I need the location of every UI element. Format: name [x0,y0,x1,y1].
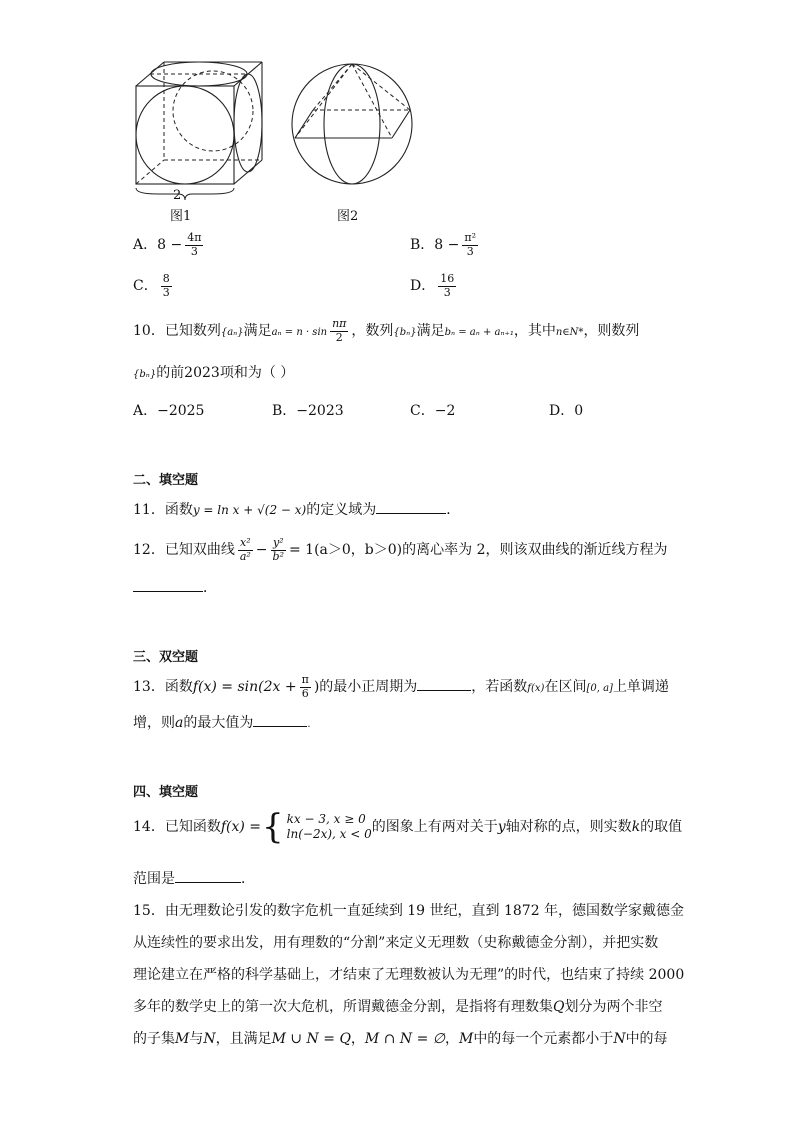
front-circle [136,86,234,184]
q14-line1: 14．已知函数f(x) ={ kx − 3, x ≥ 0 ln(−2x), x < 0 的图象上有两对关于y轴对称的点，则实数k的取值 [133,807,683,847]
q11: 11．函数y = ln x + √(2 − x)的定义域为 ． [133,502,461,518]
q12-line1: 12．已知双曲线 $\frac{\text{x²}}{\text{a²}}$ − $\frac{\text{y²}}{\text{b²}}$ = 1(a＞0，b＞0)的离心率为 2，则该双曲线的渐近线方程为 [133,536,668,563]
q10-option-d[interactable]: D．0 [549,403,584,419]
section-3-title: 三、双空题 [133,650,199,665]
q15-line2: 从连续性的要求出发，用有理数的“分割”来定义无理数（史称戴德金分割），并把实数 [133,935,659,951]
q15-line5: 的子集M与N，且满足M ∪ N = Q，M ∩ N = ∅，M中的每一个元素都小于N中的每 [133,1031,668,1047]
q10-option-a[interactable]: A．−2025 [133,403,205,419]
figure-1-dimension: 2 [173,188,182,203]
sphere-outline [292,64,412,184]
section-2-title: 二、填空题 [133,473,199,488]
q12-line2: ． [133,577,217,597]
q9-option-c[interactable]: C． $\frac{8}{3}$ [133,272,170,299]
figure-1-label: 图1 [170,209,192,224]
q13-line1: 13．函数f(x) = sin(2x + $\frac{\pi}{6}$ )的最小正周期为 ，若函数f(x)在区间[0, a]上单调递 [133,673,669,700]
q15-line3: 理论建立在严格的科学基础上，才结束了无理数被认为无理”的时代，也结束了持续 2000 [133,967,685,983]
q10-option-c[interactable]: C．−2 [410,403,456,419]
q10-option-b[interactable]: B．−2023 [272,403,344,419]
q9-option-b[interactable]: B．8 − $\frac{\text{π²}}{3}$ [410,231,477,258]
q12-answer-blank[interactable] [133,591,203,592]
figure-sphere [288,60,418,190]
q13-answer-blank-2[interactable] [253,726,307,727]
figure-cube [128,56,278,206]
q10-stem-line1: 10．已知数列{aₙ}满足aₙ = n · sin $\frac{n\pi}{2}$ ，数列{bₙ}满足bₙ = aₙ + aₙ₊₁，其中n∈N*，则数列 [133,317,640,344]
q9-option-d[interactable]: D． $\frac{16}{3}$ [410,272,455,299]
q15-line1: 15．由无理数论引发的数字危机一直延续到 19 世纪，直到 1872 年，德国数学家戴德金 [133,903,685,919]
figure-2-label: 图2 [337,209,359,224]
q9-option-a[interactable]: A．8 − $\frac{4\pi}{3}$ [133,231,202,258]
q14-line2: 范围是 ． [133,871,255,887]
q13-answer-blank-1[interactable] [417,690,471,691]
q10-stem-line2: {bₙ}的前2023项和为（ ） [133,365,295,381]
q13-line2: 增，则a的最大值为 . [133,715,311,731]
q14-answer-blank[interactable] [175,882,241,883]
q15-line4: 多年的数学史上的第一次大危机，所谓戴德金分割，是指将有理数集Q划分为两个非空 [133,999,663,1015]
side-ellipse [234,74,262,172]
q11-answer-blank[interactable] [376,513,446,514]
section-4-title: 四、填空题 [133,785,199,800]
